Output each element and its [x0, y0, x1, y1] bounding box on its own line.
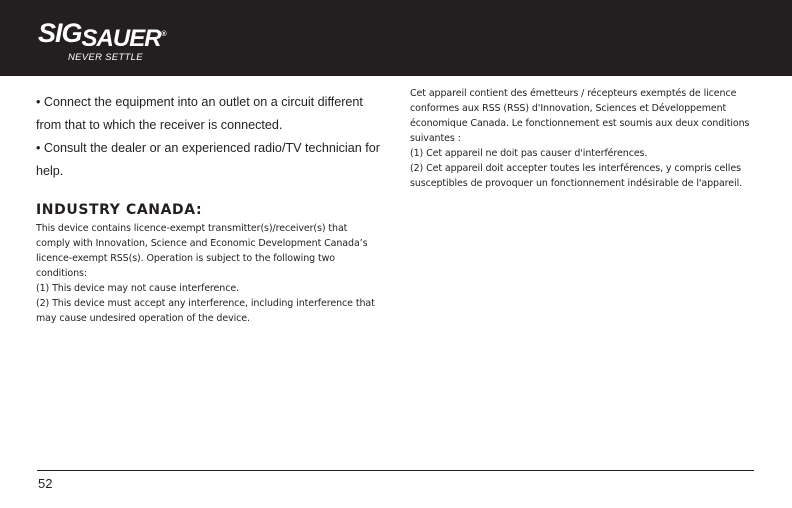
logo-tagline: NEVER SETTLE — [68, 52, 143, 63]
ic-french-condition-2: (2) Cet appareil doit accepter toutes les interférences, y compris celles susceptibles de provoquer un fonctionnement indésirable de l'appareil. — [410, 163, 743, 189]
left-column — [36, 91, 384, 326]
page-number: 52 — [38, 476, 53, 491]
sig-sauer-logo — [38, 18, 166, 66]
ic-statement-paragraph: This device contains licence-exempt transmitter(s)/receiver(s) that comply with Innovation, Science and Economic Development Canada’s licence-exempt RSS(s). Operation is subject to the following two conditions: — [36, 223, 368, 279]
ic-condition-2: (2) This device must accept any interference, including interference that may cause undesired operation of the device. — [36, 298, 375, 324]
bullet-consult-dealer: • Consult the dealer or an experienced radio/TV technician for help. — [36, 141, 380, 178]
logo-wordmark — [38, 18, 166, 52]
page-header-band — [0, 0, 792, 76]
ic-french-condition-1: (1) Cet appareil ne doit pas causer d'interférences. — [410, 148, 648, 159]
logo-sig-text: SIG — [38, 18, 82, 48]
industry-canada-heading: INDUSTRY CANADA: — [36, 202, 203, 218]
footer-divider — [37, 470, 754, 471]
ic-condition-1: (1) This device may not cause interference. — [36, 283, 239, 294]
ic-french-statement: Cet appareil contient des émetteurs / récepteurs exemptés de licence conformes aux RSS (RSS) d'Innovation, Sciences et Développement économique Canada. Le fonctionnement est soumis aux deux conditions suivantes : — [410, 88, 750, 144]
registered-mark: ® — [161, 31, 166, 38]
right-column — [410, 86, 760, 191]
logo-sauer-text: SAUER — [81, 25, 161, 52]
bullet-connect-outlet: • Connect the equipment into an outlet on a circuit different from that to which the receiver is connected. — [36, 95, 363, 132]
